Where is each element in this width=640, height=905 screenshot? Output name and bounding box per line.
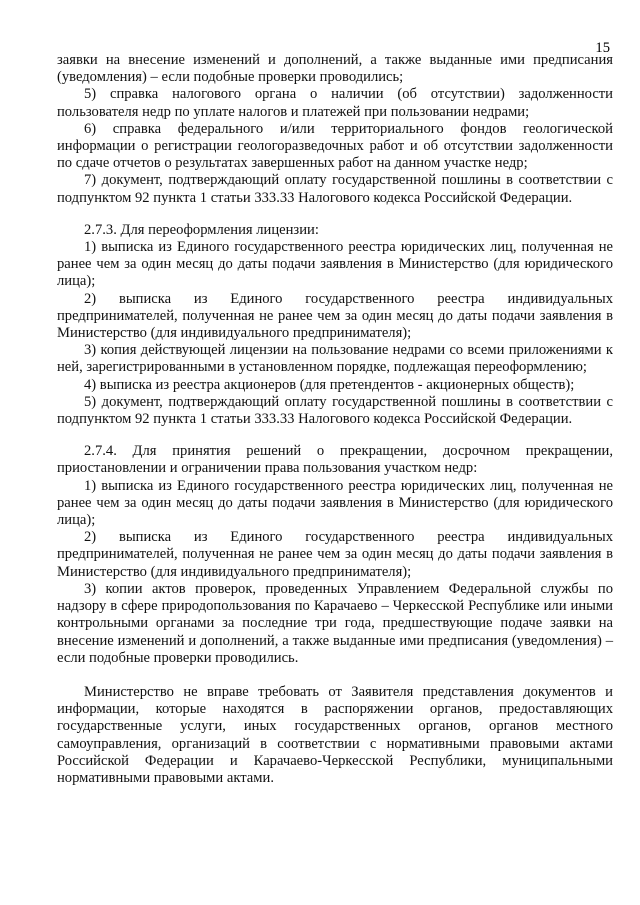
- section-heading-2-7-3: 2.7.3. Для переоформления лицензии:: [84, 221, 319, 238]
- list-item: 2) выписка из Единого государственного реестра индивидуальных предпринимателей, полученная не ранее чем за один месяц до даты подачи заявления в Министерство (для индивидуального предпринимателя);: [57, 290, 613, 342]
- list-item: 5) документ, подтверждающий оплату государственной пошлины в соответствии с подпунктом 92 пункта 1 статьи 333.33 Налогового кодекса Российской Федерации.: [57, 393, 613, 428]
- document-page: [57, 0, 613, 787]
- list-item: 3) копии актов проверок, проведенных Управлением Федеральной службы по надзору в сфере природопользования по Карачаево – Черкесской Республике или иными контрольными органами за последние три года, предшествующие подаче заявки на внесение изменений и дополнений, а также выданные ими предписания (уведомления) – если подобные проверки проводились.: [57, 580, 613, 666]
- list-item: 4) выписка из реестра акционеров (для претендентов - акционерных обществ);: [84, 376, 575, 393]
- list-item: 1) выписка из Единого государственного реестра юридических лиц, полученная не ранее чем за один месяц до даты подачи заявления в Министерство (для юридического лица);: [57, 477, 613, 529]
- section-gap: [57, 428, 613, 443]
- list-item: 1) выписка из Единого государственного реестра юридических лиц, полученная не ранее чем за один месяц до даты подачи заявления в Министерство (для юридического лица);: [57, 239, 613, 290]
- closing-paragraph: Министерство не вправе требовать от Заявителя представления документов и информации, которые находятся в распоряжении органов, предоставляющих государственные услуги, иных государственных органов, органов местного самоуправления, организаций в соответствии с нормативными правовыми актами Российской Федерации и Карачаево-Черкесской Республики, муниципальными нормативными правовыми актами.: [57, 683, 613, 786]
- section-gap: [57, 207, 613, 222]
- paragraph: 5) справка налогового органа о наличии (об отсутствии) задолженности пользователя недр по уплате налогов и платежей при пользовании недрами;: [57, 86, 613, 120]
- paragraph: заявки на внесение изменений и дополнений, а также выданные ими предписания (уведомления) – если подобные проверки проводились;: [57, 52, 613, 86]
- section-heading-2-7-4: 2.7.4. Для принятия решений о прекращении, досрочном прекращении, приостановлении и ограничении права пользования участком недр:: [57, 443, 613, 477]
- page-number: 15: [595, 40, 610, 56]
- list-item: 3) копия действующей лицензии на пользование недрами со всеми приложениями к ней, зарегистрированными в установленном порядке, подлежащая переоформлению;: [57, 342, 613, 376]
- paragraph: 6) справка федерального и/или территориального фондов геологической информации о регистрации геологоразведочных работ и об отсутствии задолженности по сдаче отчетов о результатах завершенных работ на данном участке недр;: [57, 120, 613, 172]
- paragraph: 7) документ, подтверждающий оплату государственной пошлины в соответствии с подпунктом 92 пункта 1 статьи 333.33 Налогового кодекса Российской Федерации.: [57, 172, 613, 206]
- section-gap: [57, 667, 613, 684]
- list-item: 2) выписка из Единого государственного реестра индивидуальных предпринимателей, полученная не ранее чем за один месяц до даты подачи заявления в Министерство (для индивидуального предпринимателя);: [57, 529, 613, 580]
